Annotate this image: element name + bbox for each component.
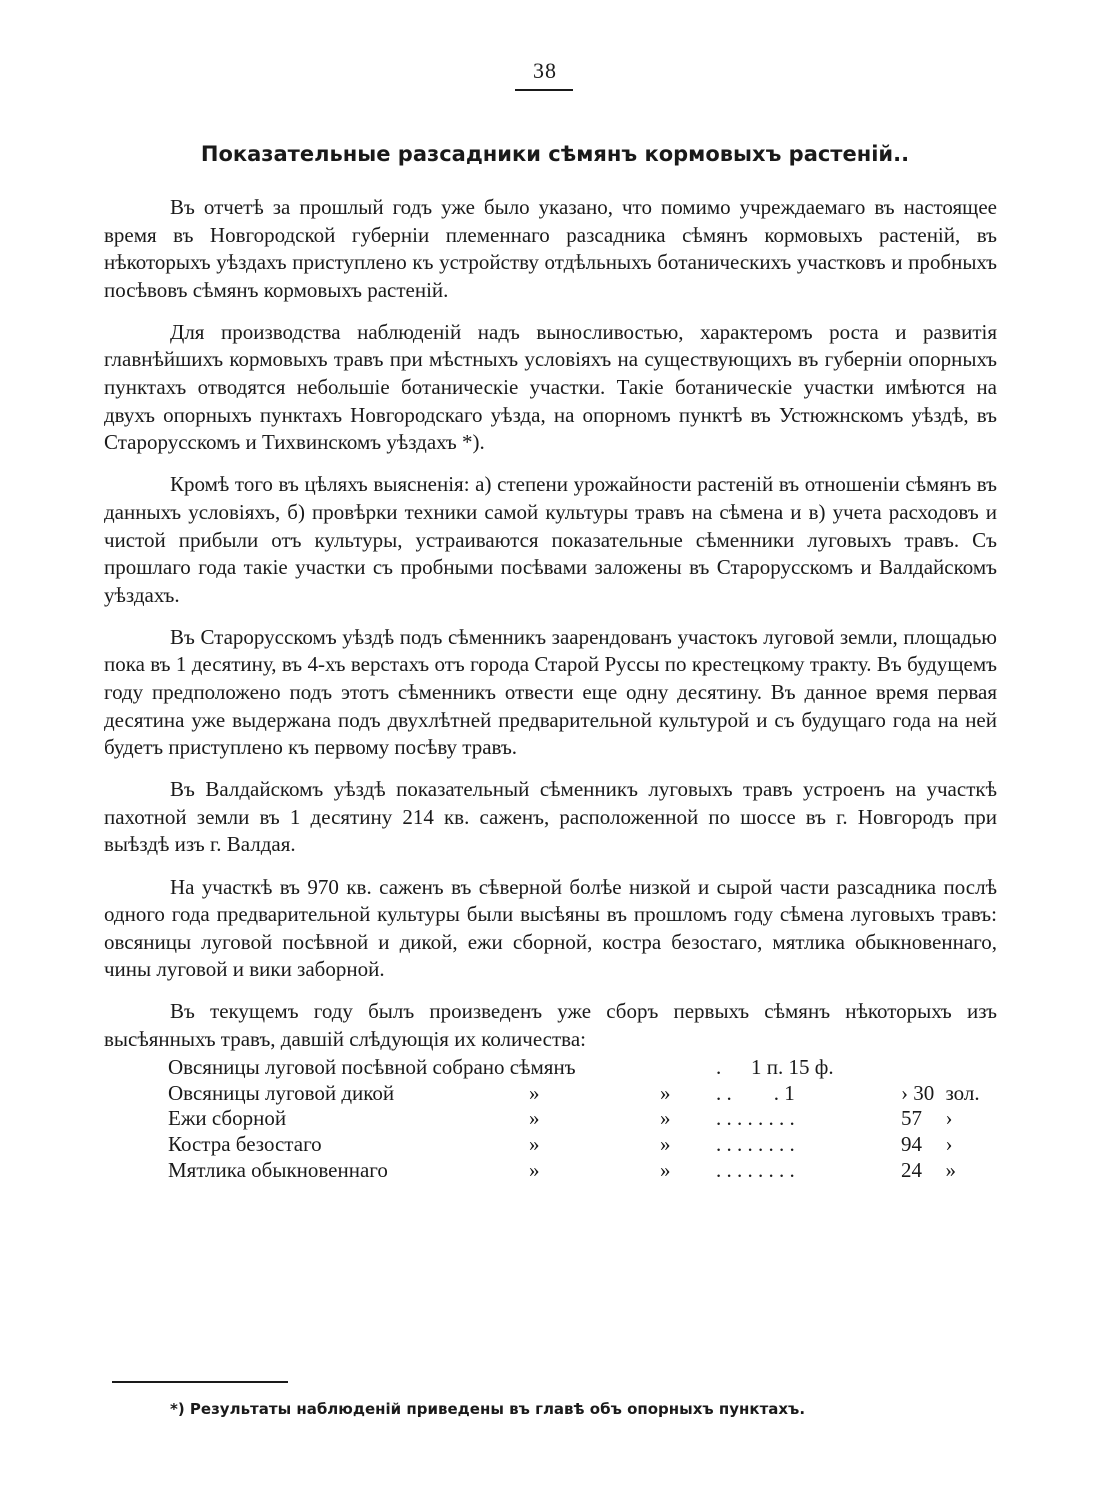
paragraph: Въ Старорусскомъ уѣздѣ подъ сѣменникъ заарендованъ участокъ луговой земли, площадью пока въ 1 десятину, въ 4-хъ верстахъ отъ города Старой Руссы по крестецкому тракту. Въ будущемъ году предположено подъ этотъ сѣменникъ отвести еще одну десятину. Въ данное время первая десятина уже выдержана подъ двухлѣтней предварительной культурой и съ будущаго года на ней будетъ приступлено къ первому посѣву травъ. <box>104 624 997 760</box>
dot-leader: . <box>716 1055 722 1080</box>
ditto-mark: » <box>529 1106 540 1131</box>
section-heading: Показательные разсадники сѣмянъ кормовыхъ растеній.. <box>200 142 910 166</box>
paragraph: Въ текущемъ году былъ произведенъ уже сборъ первыхъ сѣмянъ нѣкоторыхъ изъ высѣянныхъ травъ, давшій слѣдующія их количества: <box>104 999 997 1052</box>
paragraph: Для производства наблюденій надъ выносливостью, характеромъ роста и развитія главнѣйшихъ кормовыхъ травъ при мѣстныхъ условіяхъ на существующихъ въ губерніи опорныхъ пунктахъ отводятся небольшіе ботаническіе участки. Такіе ботаническіе участки имѣются на двухъ опорныхъ пунктахъ Новгородскаго уѣзда, на опорномъ пунктѣ въ Устюжнскомъ уѣздѣ, въ Старорусскомъ и Тихвинскомъ уѣздахъ *). <box>104 319 997 455</box>
paragraph: Кромѣ того въ цѣляхъ выясненія: а) степени урожайности растеній въ отношеніи сѣмянъ въ данныхъ условіяхъ, б) провѣрки техники самой культуры травъ на сѣмена и в) учета расходовъ и чистой прибыли отъ культуры, устраиваются показательные сѣменники луговыхъ травъ. Съ прошлаго года такіе участки съ пробными посѣвами заложены въ Старорусскомъ и Валдайскомъ уѣздахъ. <box>104 472 997 607</box>
amount-unit: › <box>945 1106 953 1131</box>
crop-amount: › 30 <box>901 1080 935 1105</box>
body-text <box>104 194 997 1183</box>
dot-leader: . . . . . . . . <box>716 1157 795 1182</box>
table-row <box>168 1132 984 1158</box>
amount-unit: » <box>945 1157 956 1182</box>
crop-amount: 1 п. 15 ф. <box>751 1055 834 1080</box>
footnote: *) Результаты наблюденій приведены въ главѣ объ опорныхъ пунктахъ. <box>170 1400 806 1418</box>
dot-leader: . . . . . . . . <box>716 1106 795 1131</box>
crop-name: Костра безостаго <box>168 1131 322 1156</box>
paragraph: Въ отчетѣ за прошлый годъ уже было указано, что помимо учреждаемаго въ настоящее время въ Новгородской губерніи племеннаго разсадника сѣмянъ кормовыхъ растеній, въ нѣкоторыхъ уѣздахъ приступлено къ устройству отдѣльныхъ ботаническихъ участковъ и пробныхъ посѣвовъ сѣмянъ кормовыхъ растеній. <box>104 195 997 302</box>
crop-amount: 24 <box>901 1157 922 1182</box>
table-row <box>168 1158 984 1184</box>
crop-amount: 57 <box>901 1106 922 1131</box>
crop-name: Ежи сборной <box>168 1106 287 1131</box>
paragraph: На участкѣ въ 970 кв. саженъ въ сѣверной болѣе низкой и сырой части разсадника послѣ одного года предварительной культуры были высѣяны въ прошломъ году сѣмена луговыхъ травъ: овсяницы луговой посѣвной и дикой, ежи сборной, костра безостаго, мятлика обыкновеннаго, чины луговой и вики заборной. <box>104 874 997 982</box>
ditto-mark: » <box>529 1080 540 1105</box>
crop-name: Мятлика обыкновеннаго <box>168 1157 388 1182</box>
ditto-mark: » <box>660 1106 671 1131</box>
footnote-rule <box>112 1381 288 1383</box>
page-number-rule <box>515 89 573 91</box>
table-row <box>168 1106 984 1132</box>
crop-name: Овсяницы луговой посѣвной собрано сѣмянъ <box>168 1055 576 1080</box>
ditto-mark: » <box>660 1080 671 1105</box>
harvest-table <box>168 1055 984 1183</box>
page-number: 38 <box>533 58 557 83</box>
dot-leader: . . . 1 <box>716 1080 795 1105</box>
crop-name: Овсяницы луговой дикой <box>168 1080 395 1105</box>
ditto-mark: » <box>660 1131 671 1156</box>
paragraph: Въ Валдайскомъ уѣздѣ показательный сѣменникъ луговыхъ травъ устроенъ на участкѣ пахотной земли въ 1 десятину 214 кв. саженъ, расположенной по шоссе въ г. Новгородъ при выѣздѣ изъ г. Валдая. <box>104 777 997 857</box>
crop-amount: 94 <box>901 1131 922 1156</box>
amount-unit: › <box>945 1131 953 1156</box>
table-row <box>168 1055 984 1081</box>
table-row <box>168 1081 984 1107</box>
amount-unit: зол. <box>945 1080 980 1105</box>
ditto-mark: » <box>660 1157 671 1182</box>
dot-leader: . . . . . . . . <box>716 1131 795 1156</box>
ditto-mark: » <box>529 1157 540 1182</box>
ditto-mark: » <box>529 1131 540 1156</box>
